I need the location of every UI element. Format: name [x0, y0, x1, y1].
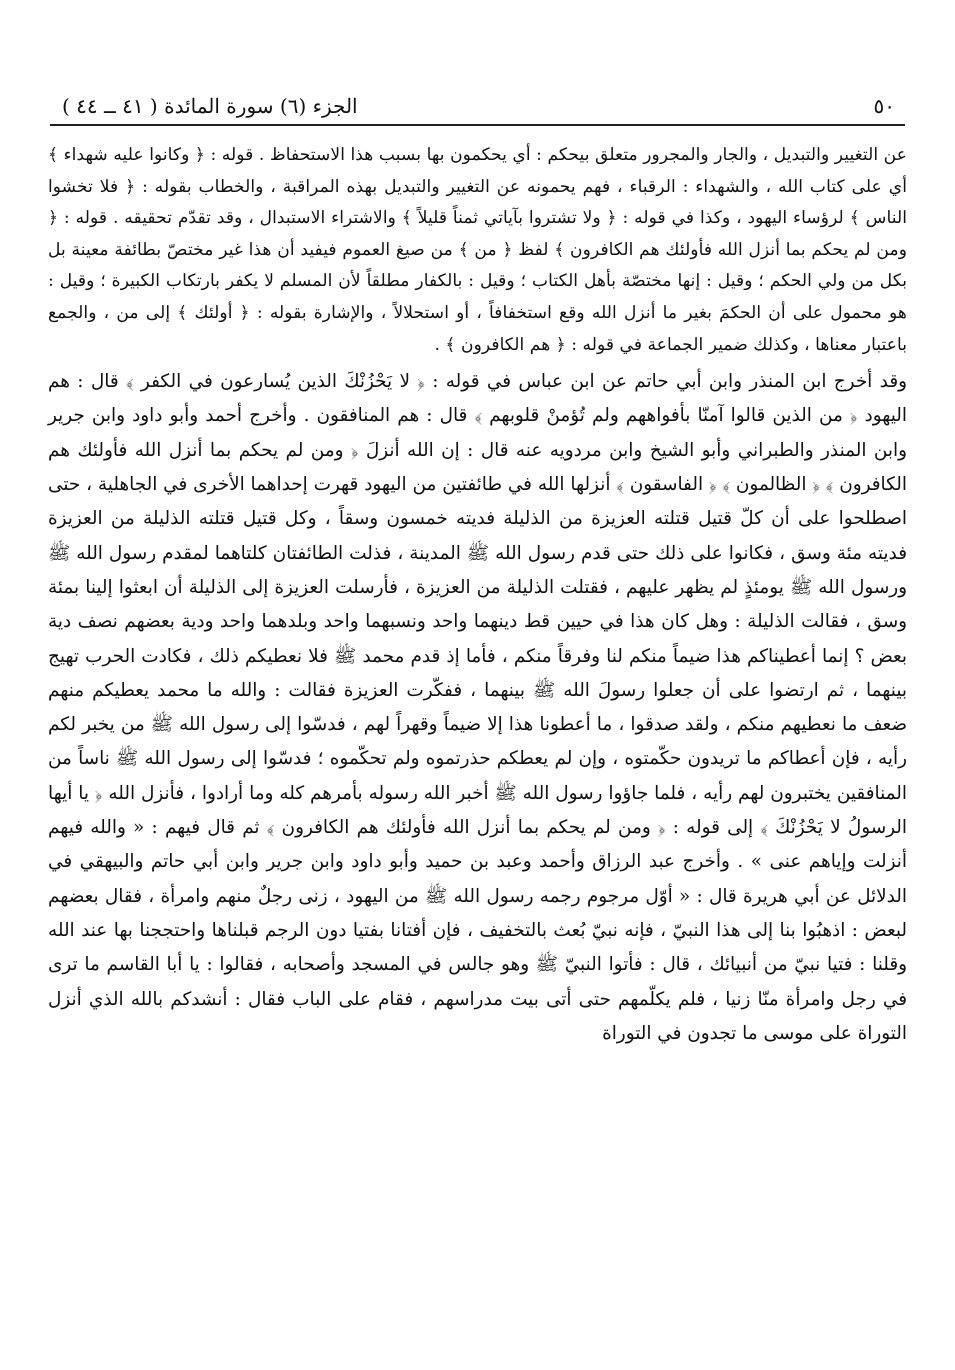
- page-number: ٥٠: [873, 94, 895, 118]
- page-header: [50, 92, 905, 126]
- narration-paragraph: وقد أخرج ابن المنذر وابن أبي حاتم عن ابن عباس في قوله : ﴿ لا يَحْزُنْكَ الذين يُسارعون في الكفر ﴾ قال : هم اليهود ﴿ من الذين قالوا آمنّا بأفواههم ولم تُؤمنْ قلوبهم ﴾ قال : هم المنافقون . وأخرج أحمد وأبو داود وابن جرير وابن المنذر والطبراني وأبو الشيخ وابن مردويه عنه قال : إن الله أنزلَ ﴿ ومن لم يحكم بما أنزل الله فأولئك هم الكافرون ﴾ ﴿ الظالمون ﴾ ﴿ الفاسقون ﴾ أنزلها الله في طائفتين من اليهود قهرت إحداهما الأخرى في الجاهلية ، حتى اصطلحوا على أن كلّ قتيل قتلته العزيزة من الذليلة فديته خمسون وسقاً ، وكل قتيل قتلته الذليلة من العزيزة فديته مئة وسق ، فكانوا على ذلك حتى قدم رسول الله ﷺ المدينة ، فذلت الطائفتان كلتاهما لمقدم رسول الله ﷺ ورسول الله ﷺ يومئذٍ لم يظهر عليهم ، فقتلت الذليلة من العزيزة ، فأرسلت العزيزة إلى الذليلة أن ابعثوا إلينا بمئة وسق ، فقالت الذليلة : وهل كان هذا في حيين قط دينهما واحد ونسبهما واحد وبلدهما واحد ودية بعضهم نصف دية بعض ؟ إنما أعطيناكم هذا ضيماً منكم لنا وفرقاً منكم ، فأما إذ قدم محمد ﷺ فلا نعطيكم ذلك ، فكادت الحرب تهيج بينهما ، ثم ارتضوا على أن جعلوا رسولَ الله ﷺ بينهما ، ففكّرت العزيزة فقالت : والله ما محمد يعطيكم منهم ضعف ما نعطيهم منكم ، ولقد صدقوا ، ما أعطونا هذا إلا ضيماً وقهراً لهم ، فدسّوا إلى رسول الله ﷺ من يخبر لكم رأيه ، فإن أعطاكم ما تريدون حكّمتوه ، وإن لم يعطكم حذرتموه ولم تحكّموه ؛ فدسّوا إلى رسول الله ﷺ ناساً من المنافقين يختبرون لهم رأيه ، فلما جاؤوا رسول الله ﷺ أخبر الله رسوله بأمرهم كله وما أرادوا ، فأنزل الله ﴿ يا أيها الرسولُ لا يَحْزُنْكَ ﴾ إلى قوله : ﴿ ومن لم يحكم بما أنزل الله فأولئك هم الكافرون ﴾ ثم قال فيهم : « والله فيهم أنزلت وإياهم عنى » . وأخرج عبد الرزاق وأحمد وعبد بن حميد وأبو داود وابن جرير وابن أبي حاتم والبيهقي في الدلائل عن أبي هريرة قال : « أوّل مرجوم رجمه رسول الله ﷺ من اليهود ، زنى رجلٌ منهم وامرأة ، فقال بعضهم لبعض : اذهبُوا بنا إلى هذا النبيّ ، فإنه نبيّ بُعث بالتخفيف ، فإن أفتانا بفتيا دون الرجم قبلناها واحتججنا بها عند الله وقلنا : فتيا نبيّ من أنبيائك ، قال : فأتوا النبيّ ﷺ وهو جالس في المسجد وأصحابه ، فقالوا : يا أبا القاسم ما ترى في رجل وامرأة منّا زنيا ، فلم يكلّمهم حتى أتى بيت مدراسهم ، فقام على الباب فقال : أنشدكم بالله الذي أنزل التوراة على موسى ما تجدون في التوراة: [48, 371, 907, 1044]
- body-text: [48, 140, 907, 1051]
- running-head: الجزء (٦) سورة المائدة ( ٤١ ــ ٤٤ ): [62, 94, 358, 118]
- header-rule: [50, 124, 905, 126]
- commentary-paragraph: عن التغيير والتبديل ، والجار والمجرور متعلق بيحكم : أي يحكمون بها بسبب هذا الاستحفاظ . قوله : ﴿ وكانوا عليه شهداء ﴾ أي على كتاب الله ، والشهداء : الرقباء ، فهم يحمونه عن التغيير والتبديل بهذه المراقبة ، والخطاب بقوله : ﴿ فلا تخشوا الناس ﴾ لرؤساء اليهود ، وكذا في قوله : ﴿ ولا تشتروا بآياتي ثمناً قليلاً ﴾ والاشتراء الاستبدال ، وقد تقدّم تحقيقه . قوله : ﴿ ومن لم يحكم بما أنزل الله فأولئك هم الكافرون ﴾ لفظ ﴿ من ﴾ من صيغ العموم فيفيد أن هذا غير مختصّ بطائفة معينة بل بكل من ولي الحكم ؛ وقيل : إنها مختصّة بأهل الكتاب ؛ وقيل : بالكفار مطلقاً لأن المسلم لا يكفر بارتكاب الكبيرة ؛ وقيل : هو محمول على أن الحكمَ بغير ما أنزل الله وقع استخفافاً ، أو استحلالاً ، والإشارة بقوله : ﴿ أولئك ﴾ إلى من ، والجمع باعتبار معناها ، وكذلك ضمير الجماعة في قوله : ﴿ هم الكافرون ﴾ .: [48, 145, 907, 355]
